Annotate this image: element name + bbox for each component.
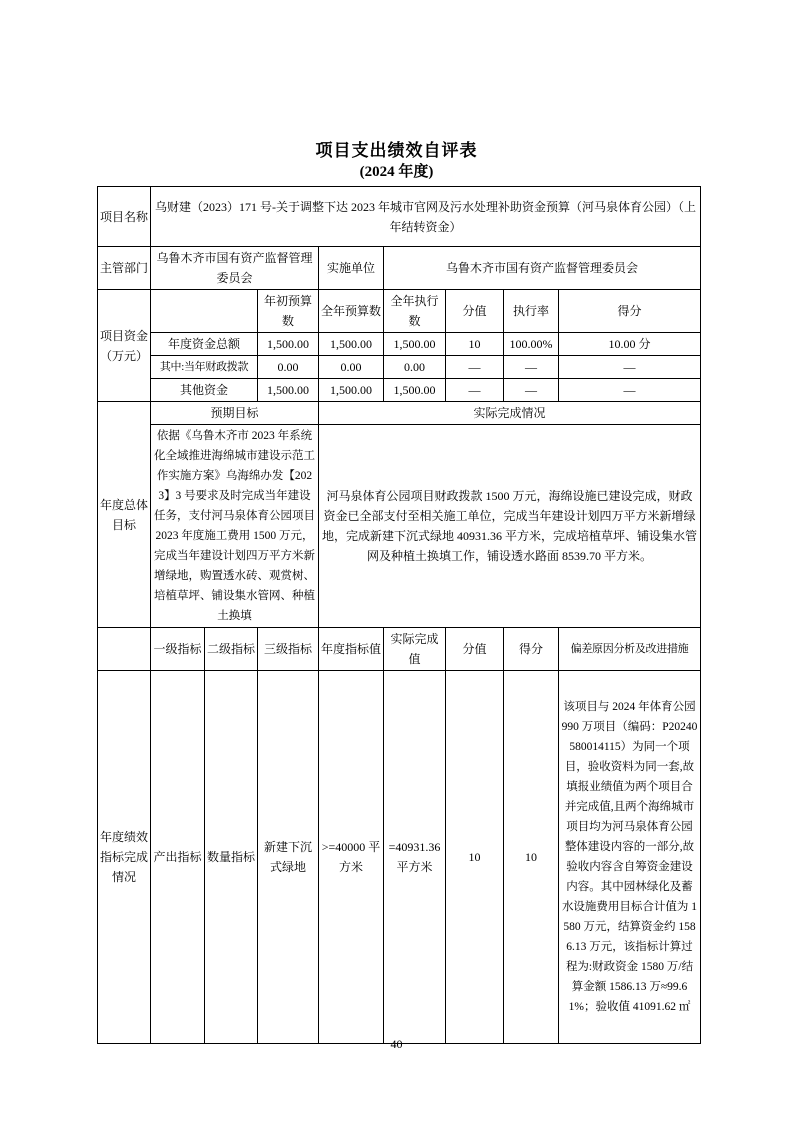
indicator-header-score-value: 分值 <box>446 628 504 671</box>
page-number: 40 <box>390 1037 403 1051</box>
project-name-label: 项目名称 <box>98 187 151 247</box>
funds-score-value: — <box>446 379 504 402</box>
indicator-header-deviation: 偏差原因分析及改进措施 <box>559 628 701 671</box>
indicator-header-level2: 二级指标 <box>205 628 258 671</box>
funds-header-score-value: 分值 <box>446 290 504 333</box>
indicator-actual-value: =40931.36 平方米 <box>384 671 446 1044</box>
funds-row-label: 年度资金总额 <box>151 333 258 356</box>
funds-initial-budget: 1,500.00 <box>258 333 319 356</box>
funds-execution-rate: 100.00% <box>504 333 559 356</box>
department-row <box>98 247 701 290</box>
indicator-score-value: 10 <box>446 671 504 1044</box>
indicator-data-row <box>98 671 701 1044</box>
goal-content-row <box>98 425 701 628</box>
page-title: 项目支出绩效自评表 <box>315 141 478 160</box>
indicator-level1: 产出指标 <box>151 671 205 1044</box>
indicator-header-score: 得分 <box>504 628 559 671</box>
funds-annual-budget: 1,500.00 <box>319 379 384 402</box>
funds-score-value: 10 <box>446 333 504 356</box>
indicator-level2: 数量指标 <box>205 671 258 1044</box>
indicator-section-label: 年度绩效指标完成情况 <box>98 671 151 1044</box>
funds-header-annual-budget: 全年预算数 <box>319 290 384 333</box>
project-name-row <box>98 187 701 247</box>
funds-executed: 1,500.00 <box>384 333 446 356</box>
document-header <box>0 139 793 182</box>
funds-execution-rate: — <box>504 379 559 402</box>
implementing-unit-value: 乌鲁木齐市国有资产监督管理委员会 <box>384 247 701 290</box>
funds-fiscal-row <box>98 356 701 379</box>
indicator-deviation-text: 该项目与 2024 年体育公园 990 万项目（编码：P20240580014115）为同一个项目，验收资料为同一套,故填报业绩值为两个项目合并完成值,且两个海绵城市项目均为河马泉体育公园整体建设内容的一部分,故验收内容含自筹资金建设内容。其中园林绿化及蓄水设施费用目标合计值为 1580 万元，结算资金约 1586.13 万元，该指标计算过程为:财政资金 1580 万/结算金额 1586.13 万≈99.61%；验收值 41091.62 ㎡ <box>559 671 701 1044</box>
indicator-header-row <box>98 628 701 671</box>
indicator-header-level1: 一级指标 <box>151 628 205 671</box>
funds-section-label: 项目资金（万元） <box>98 290 151 402</box>
funds-executed: 1,500.00 <box>384 379 446 402</box>
funds-initial-budget: 0.00 <box>258 356 319 379</box>
department-value: 乌鲁木齐市国有资产监督管理委员会 <box>151 247 319 290</box>
funds-header-initial-budget: 年初预算数 <box>258 290 319 333</box>
funds-header-execution-rate: 执行率 <box>504 290 559 333</box>
indicator-empty-header-cell <box>98 628 151 671</box>
indicator-target-value: >=40000 平方米 <box>319 671 384 1044</box>
indicator-level3: 新建下沉式绿地 <box>258 671 319 1044</box>
project-name-value: 乌财建（2023）171 号-关于调整下达 2023 年城市官网及污水处理补助资金预算（河马泉体育公园）（上年结转资金） <box>151 187 701 247</box>
funds-executed: 0.00 <box>384 356 446 379</box>
page-subtitle: (2024 年度) <box>359 164 434 180</box>
funds-header-score: 得分 <box>559 290 701 333</box>
funds-other-row <box>98 379 701 402</box>
indicator-score: 10 <box>504 671 559 1044</box>
funds-execution-rate: — <box>504 356 559 379</box>
funds-score: — <box>559 356 701 379</box>
department-label: 主管部门 <box>98 247 151 290</box>
actual-completion-text: 河马泉体育公园项目财政拨款 1500 万元，海绵设施已建设完成，财政资金已全部支付至相关施工单位，完成当年建设计划四万平方米新增绿地，完成新建下沉式绿地 40931.36 平方米，完成培植草坪、铺设集水管网及种植土换填工作，铺设透水路面 8539.70 平方米。 <box>319 425 701 628</box>
funds-total-row <box>98 333 701 356</box>
implementing-unit-label: 实施单位 <box>319 247 384 290</box>
expected-goal-text: 依据《乌鲁木齐市 2023 年系统化全域推进海绵城市建设示范工作实施方案》乌海绵办发【2023】3 号要求及时完成当年建设任务，支付河马泉体育公园项目 2023 年度施工费用 1500 万元，完成当年建设计划四万平方米新增绿地，购置透水砖、观赏树、培植草坪、铺设集水管网、种植土换填 <box>151 425 319 628</box>
funds-row-label: 其他资金 <box>151 379 258 402</box>
funds-row-label: 其中:当年财政拨款 <box>151 356 258 379</box>
goal-header-row <box>98 402 701 425</box>
indicator-header-level3: 三级指标 <box>258 628 319 671</box>
self-evaluation-table <box>97 186 701 1044</box>
funds-score: 10.00 分 <box>559 333 701 356</box>
annual-goal-label: 年度总体目标 <box>98 402 151 628</box>
funds-empty-header-cell <box>151 290 258 333</box>
funds-score: — <box>559 379 701 402</box>
indicator-header-actual: 实际完成值 <box>384 628 446 671</box>
expected-goal-header: 预期目标 <box>151 402 319 425</box>
actual-completion-header: 实际完成情况 <box>319 402 701 425</box>
indicator-header-target: 年度指标值 <box>319 628 384 671</box>
funds-annual-budget: 0.00 <box>319 356 384 379</box>
funds-header-row <box>98 290 701 333</box>
funds-annual-budget: 1,500.00 <box>319 333 384 356</box>
funds-header-executed: 全年执行数 <box>384 290 446 333</box>
funds-score-value: — <box>446 356 504 379</box>
funds-initial-budget: 1,500.00 <box>258 379 319 402</box>
